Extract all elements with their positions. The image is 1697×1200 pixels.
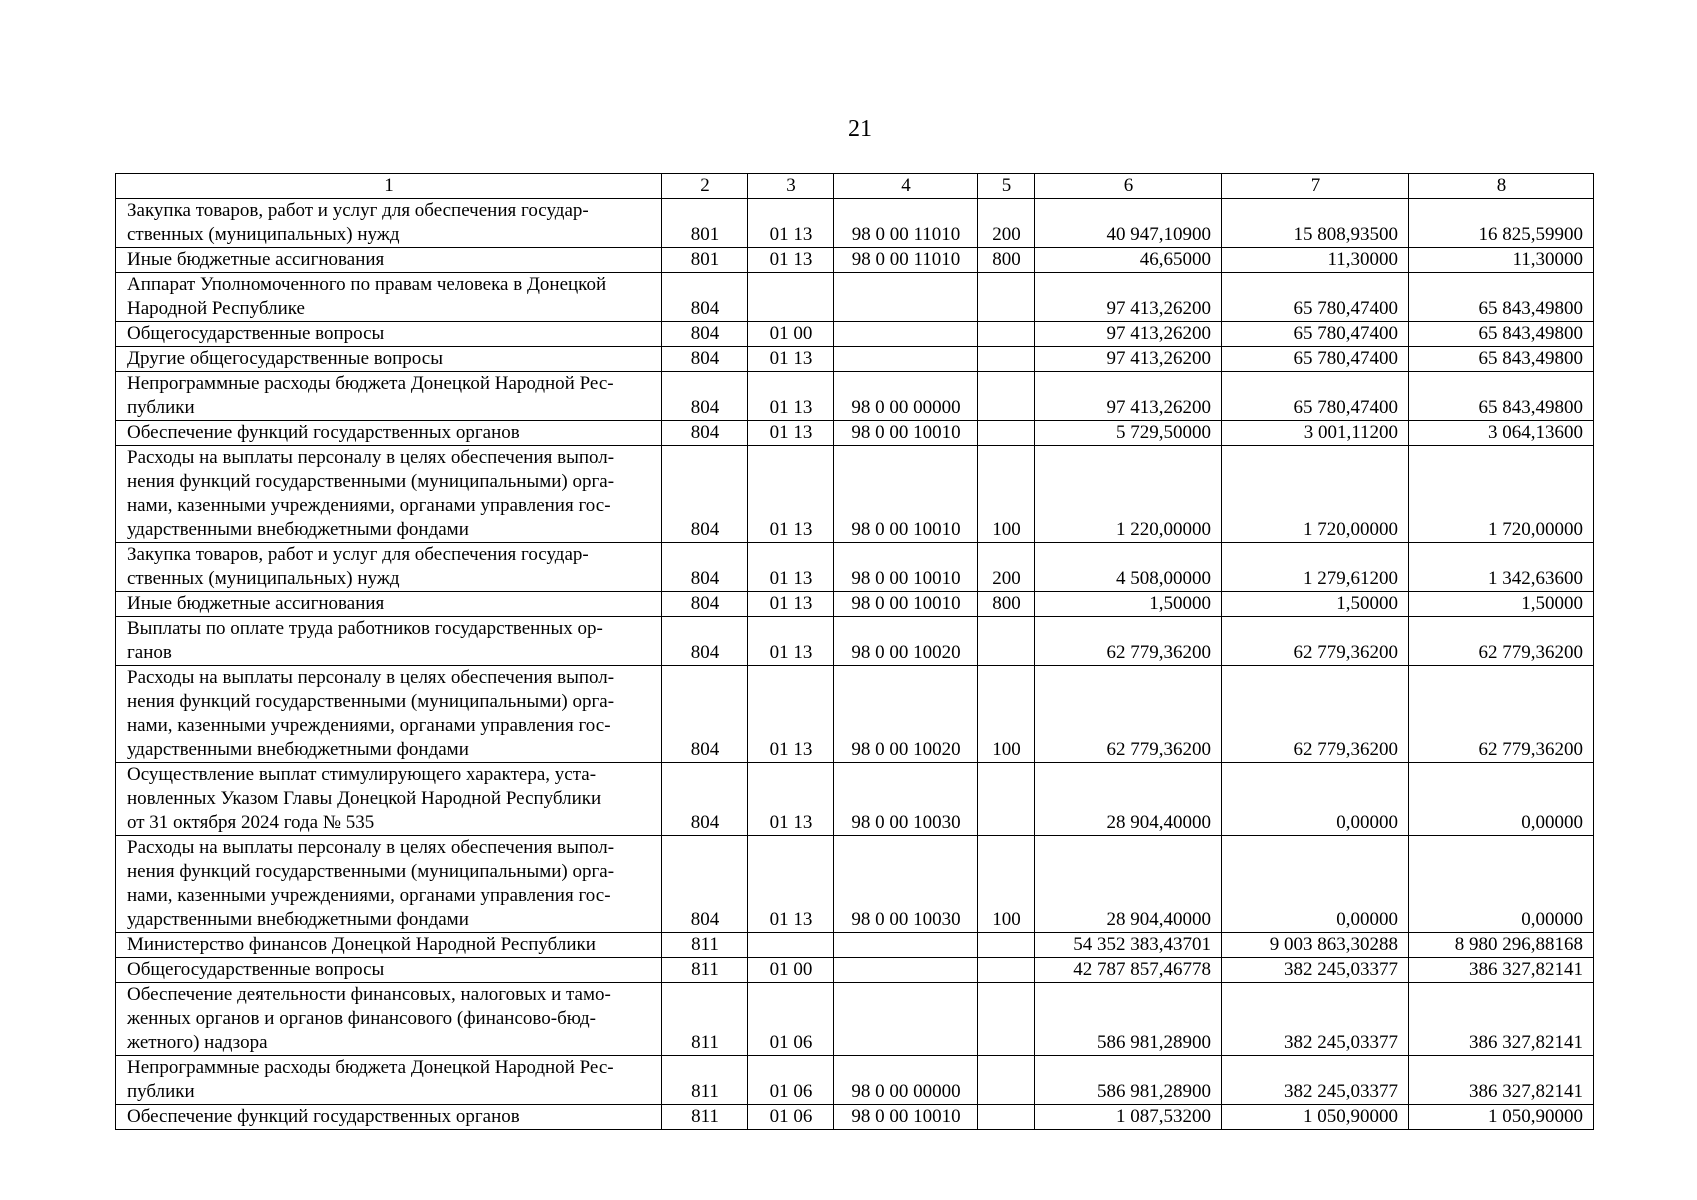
target-article-cell: 98 0 00 10010 [834,446,978,543]
table-row [116,372,1594,421]
section-code-cell: 01 13 [748,421,834,446]
table-body [116,199,1594,1130]
row-name-cell: Обеспечение функций государственных органов [116,1105,662,1130]
ministry-code-cell: 801 [662,199,748,248]
amount-col8-cell: 1 050,90000 [1409,1105,1594,1130]
budget-table [115,173,1594,1130]
amount-col7-cell: 65 780,47400 [1222,322,1409,347]
section-code-cell: 01 13 [748,446,834,543]
row-name-cell: Обеспечение функций государственных органов [116,421,662,446]
amount-col7-cell: 1 050,90000 [1222,1105,1409,1130]
ministry-code-cell: 811 [662,1056,748,1105]
column-header-4: 4 [834,174,978,199]
amount-col6-cell: 97 413,26200 [1035,322,1222,347]
amount-col8-cell: 62 779,36200 [1409,617,1594,666]
row-name-cell: Непрограммные расходы бюджета Донецкой Народной Рес- публики [116,372,662,421]
ministry-code-cell: 804 [662,543,748,592]
amount-col6-cell: 40 947,10900 [1035,199,1222,248]
target-article-cell: 98 0 00 10010 [834,421,978,446]
amount-col8-cell: 65 843,49800 [1409,273,1594,322]
section-code-cell: 01 13 [748,592,834,617]
expense-type-cell [978,933,1035,958]
target-article-cell [834,273,978,322]
amount-col6-cell: 97 413,26200 [1035,273,1222,322]
table-row [116,836,1594,933]
ministry-code-cell: 804 [662,763,748,836]
amount-col7-cell: 11,30000 [1222,248,1409,273]
column-header-8: 8 [1409,174,1594,199]
table-row [116,347,1594,372]
ministry-code-cell: 804 [662,666,748,763]
target-article-cell: 98 0 00 11010 [834,199,978,248]
expense-type-cell: 100 [978,836,1035,933]
table-row [116,666,1594,763]
table-row [116,592,1594,617]
amount-col8-cell: 1,50000 [1409,592,1594,617]
amount-col8-cell: 386 327,82141 [1409,1056,1594,1105]
amount-col7-cell: 15 808,93500 [1222,199,1409,248]
amount-col6-cell: 97 413,26200 [1035,347,1222,372]
column-header-5: 5 [978,174,1035,199]
table-row [116,1056,1594,1105]
row-name-cell: Осуществление выплат стимулирующего характера, уста- новленных Указом Главы Донецкой Народной Республики от 31 октября 2024 года № 535 [116,763,662,836]
amount-col7-cell: 0,00000 [1222,763,1409,836]
target-article-cell [834,322,978,347]
amount-col6-cell: 1 220,00000 [1035,446,1222,543]
ministry-code-cell: 804 [662,421,748,446]
ministry-code-cell: 804 [662,592,748,617]
amount-col8-cell: 11,30000 [1409,248,1594,273]
table-row [116,273,1594,322]
section-code-cell: 01 00 [748,958,834,983]
amount-col7-cell: 382 245,03377 [1222,1056,1409,1105]
table-row [116,763,1594,836]
section-code-cell: 01 13 [748,199,834,248]
expense-type-cell [978,1056,1035,1105]
table-row [116,248,1594,273]
row-name-cell: Закупка товаров, работ и услуг для обеспечения государ- ственных (муниципальных) нужд [116,543,662,592]
target-article-cell: 98 0 00 10020 [834,617,978,666]
table-row [116,421,1594,446]
amount-col7-cell: 382 245,03377 [1222,958,1409,983]
section-code-cell: 01 13 [748,763,834,836]
amount-col6-cell: 4 508,00000 [1035,543,1222,592]
expense-type-cell [978,958,1035,983]
amount-col6-cell: 1 087,53200 [1035,1105,1222,1130]
amount-col6-cell: 46,65000 [1035,248,1222,273]
target-article-cell [834,983,978,1056]
amount-col8-cell: 0,00000 [1409,763,1594,836]
amount-col7-cell: 62 779,36200 [1222,666,1409,763]
row-name-cell: Аппарат Уполномоченного по правам человека в Донецкой Народной Республике [116,273,662,322]
amount-col7-cell: 1 279,61200 [1222,543,1409,592]
row-name-cell: Иные бюджетные ассигнования [116,592,662,617]
ministry-code-cell: 811 [662,1105,748,1130]
expense-type-cell [978,322,1035,347]
amount-col8-cell: 1 342,63600 [1409,543,1594,592]
section-code-cell: 01 06 [748,1056,834,1105]
section-code-cell: 01 13 [748,248,834,273]
target-article-cell [834,933,978,958]
table-row [116,983,1594,1056]
amount-col6-cell: 28 904,40000 [1035,763,1222,836]
expense-type-cell [978,347,1035,372]
ministry-code-cell: 811 [662,933,748,958]
ministry-code-cell: 804 [662,836,748,933]
row-name-cell: Закупка товаров, работ и услуг для обеспечения государ- ственных (муниципальных) нужд [116,199,662,248]
column-header-1: 1 [116,174,662,199]
expense-type-cell: 200 [978,543,1035,592]
expense-type-cell [978,1105,1035,1130]
target-article-cell: 98 0 00 11010 [834,248,978,273]
amount-col8-cell: 3 064,13600 [1409,421,1594,446]
amount-col8-cell: 16 825,59900 [1409,199,1594,248]
amount-col7-cell: 0,00000 [1222,836,1409,933]
section-code-cell: 01 13 [748,372,834,421]
row-name-cell: Общегосударственные вопросы [116,322,662,347]
amount-col7-cell: 1,50000 [1222,592,1409,617]
amount-col6-cell: 97 413,26200 [1035,372,1222,421]
target-article-cell: 98 0 00 10030 [834,763,978,836]
amount-col8-cell: 0,00000 [1409,836,1594,933]
amount-col8-cell: 65 843,49800 [1409,372,1594,421]
amount-col8-cell: 8 980 296,88168 [1409,933,1594,958]
amount-col7-cell: 9 003 863,30288 [1222,933,1409,958]
amount-col8-cell: 1 720,00000 [1409,446,1594,543]
page-number: 21 [848,116,872,142]
table-row [116,199,1594,248]
row-name-cell: Расходы на выплаты персоналу в целях обеспечения выпол- нения функций государственными (муниципальными) орга- нами, казенными учреждениями, органами управления гос- ударственными внебюджетными фондами [116,446,662,543]
table-row [116,958,1594,983]
column-header-3: 3 [748,174,834,199]
target-article-cell: 98 0 00 00000 [834,1056,978,1105]
section-code-cell: 01 13 [748,347,834,372]
amount-col8-cell: 62 779,36200 [1409,666,1594,763]
section-code-cell [748,273,834,322]
ministry-code-cell: 804 [662,273,748,322]
amount-col8-cell: 386 327,82141 [1409,958,1594,983]
amount-col7-cell: 62 779,36200 [1222,617,1409,666]
section-code-cell: 01 00 [748,322,834,347]
amount-col7-cell: 382 245,03377 [1222,983,1409,1056]
section-code-cell: 01 13 [748,617,834,666]
column-header-6: 6 [1035,174,1222,199]
amount-col6-cell: 5 729,50000 [1035,421,1222,446]
row-name-cell: Выплаты по оплате труда работников государственных ор- ганов [116,617,662,666]
ministry-code-cell: 804 [662,446,748,543]
expense-type-cell [978,273,1035,322]
target-article-cell: 98 0 00 10010 [834,1105,978,1130]
expense-type-cell: 200 [978,199,1035,248]
table-row [116,933,1594,958]
header-row [116,174,1594,199]
amount-col8-cell: 65 843,49800 [1409,347,1594,372]
table-row [116,1105,1594,1130]
section-code-cell: 01 13 [748,836,834,933]
ministry-code-cell: 804 [662,617,748,666]
amount-col7-cell: 65 780,47400 [1222,273,1409,322]
row-name-cell: Другие общегосударственные вопросы [116,347,662,372]
target-article-cell: 98 0 00 10030 [834,836,978,933]
row-name-cell: Обеспечение деятельности финансовых, налоговых и тамо- женных органов и органов финансового (финансово-бюд- жетного) надзора [116,983,662,1056]
expense-type-cell: 800 [978,248,1035,273]
row-name-cell: Иные бюджетные ассигнования [116,248,662,273]
amount-col7-cell: 65 780,47400 [1222,372,1409,421]
section-code-cell: 01 13 [748,543,834,592]
target-article-cell [834,958,978,983]
row-name-cell: Общегосударственные вопросы [116,958,662,983]
amount-col6-cell: 28 904,40000 [1035,836,1222,933]
expense-type-cell [978,421,1035,446]
row-name-cell: Расходы на выплаты персоналу в целях обеспечения выпол- нения функций государственными (муниципальными) орга- нами, казенными учреждениями, органами управления гос- ударственными внебюджетными фондами [116,666,662,763]
expense-type-cell [978,763,1035,836]
column-header-7: 7 [1222,174,1409,199]
target-article-cell [834,347,978,372]
amount-col7-cell: 65 780,47400 [1222,347,1409,372]
ministry-code-cell: 804 [662,347,748,372]
section-code-cell: 01 06 [748,1105,834,1130]
ministry-code-cell: 801 [662,248,748,273]
amount-col6-cell: 1,50000 [1035,592,1222,617]
ministry-code-cell: 811 [662,983,748,1056]
expense-type-cell: 100 [978,666,1035,763]
amount-col6-cell: 586 981,28900 [1035,983,1222,1056]
expense-type-cell [978,617,1035,666]
section-code-cell: 01 06 [748,983,834,1056]
table-row [116,543,1594,592]
row-name-cell: Министерство финансов Донецкой Народной Республики [116,933,662,958]
table-row [116,617,1594,666]
column-header-2: 2 [662,174,748,199]
section-code-cell: 01 13 [748,666,834,763]
ministry-code-cell: 804 [662,372,748,421]
ministry-code-cell: 811 [662,958,748,983]
expense-type-cell: 100 [978,446,1035,543]
amount-col6-cell: 62 779,36200 [1035,666,1222,763]
amount-col6-cell: 42 787 857,46778 [1035,958,1222,983]
ministry-code-cell: 804 [662,322,748,347]
section-code-cell [748,933,834,958]
target-article-cell: 98 0 00 10010 [834,543,978,592]
expense-type-cell: 800 [978,592,1035,617]
row-name-cell: Расходы на выплаты персоналу в целях обеспечения выпол- нения функций государственными (муниципальными) орга- нами, казенными учреждениями, органами управления гос- ударственными внебюджетными фондами [116,836,662,933]
amount-col6-cell: 54 352 383,43701 [1035,933,1222,958]
expense-type-cell [978,983,1035,1056]
amount-col7-cell: 1 720,00000 [1222,446,1409,543]
table-row [116,322,1594,347]
amount-col8-cell: 65 843,49800 [1409,322,1594,347]
target-article-cell: 98 0 00 10020 [834,666,978,763]
amount-col7-cell: 3 001,11200 [1222,421,1409,446]
target-article-cell: 98 0 00 00000 [834,372,978,421]
amount-col6-cell: 586 981,28900 [1035,1056,1222,1105]
row-name-cell: Непрограммные расходы бюджета Донецкой Народной Рес- публики [116,1056,662,1105]
target-article-cell: 98 0 00 10010 [834,592,978,617]
table-row [116,446,1594,543]
expense-type-cell [978,372,1035,421]
amount-col6-cell: 62 779,36200 [1035,617,1222,666]
amount-col8-cell: 386 327,82141 [1409,983,1594,1056]
